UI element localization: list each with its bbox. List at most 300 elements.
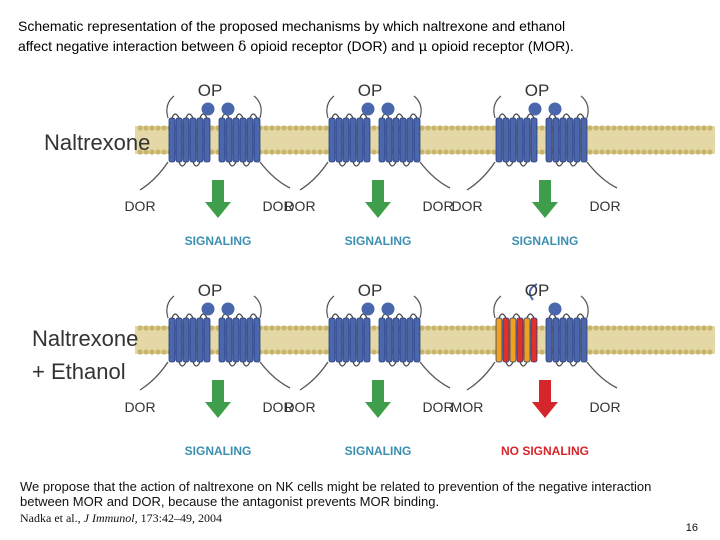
lipid-head <box>671 325 676 330</box>
lipid-head <box>275 325 280 330</box>
lipid-head <box>461 349 466 354</box>
ligand-label: OP <box>197 81 223 100</box>
transmembrane-helix <box>517 318 523 362</box>
lipid-head <box>623 325 628 330</box>
row-label: + Ethanol <box>32 359 126 384</box>
lipid-head <box>443 349 448 354</box>
transmembrane-helix <box>560 118 566 162</box>
lipid-head <box>455 125 460 130</box>
lipid-head <box>629 149 634 154</box>
lipid-head <box>677 349 682 354</box>
lipid-head <box>293 325 298 330</box>
lipid-head <box>311 149 316 154</box>
receptor-tail <box>300 362 328 390</box>
lipid-head <box>635 125 640 130</box>
receptor-label-left: DOR <box>284 198 316 214</box>
lipid-head <box>611 125 616 130</box>
intracellular-loops <box>556 162 577 166</box>
lipid-head <box>317 325 322 330</box>
lipid-head <box>425 125 430 130</box>
transmembrane-helix <box>510 118 516 162</box>
receptor-n-terminus <box>167 96 174 118</box>
lipid-head <box>635 325 640 330</box>
receptor-tail <box>587 162 617 188</box>
lipid-head <box>485 149 490 154</box>
transmembrane-helix <box>169 318 175 362</box>
lipid-head <box>371 149 376 154</box>
lipid-head <box>437 325 442 330</box>
lipid-head <box>473 325 478 330</box>
ligand-label: OP <box>524 281 550 300</box>
lipid-head <box>479 349 484 354</box>
intracellular-loops <box>179 362 200 366</box>
lipid-head <box>467 149 472 154</box>
intracellular-loops <box>506 362 527 366</box>
lipid-head <box>641 125 646 130</box>
lipid-head <box>647 349 652 354</box>
lipid-head <box>479 125 484 130</box>
lipid-head <box>665 149 670 154</box>
opioid-ligand <box>202 303 215 316</box>
page-number: 16 <box>685 522 698 534</box>
lipid-head <box>659 325 664 330</box>
lipid-head <box>323 149 328 154</box>
transmembrane-helix <box>190 318 196 362</box>
receptor-tail <box>467 162 495 190</box>
transmembrane-helix <box>574 318 580 362</box>
lipid-head <box>305 349 310 354</box>
transmembrane-helix <box>393 318 399 362</box>
lipid-head <box>479 149 484 154</box>
ligand-label: OP <box>197 281 223 300</box>
lipid-head <box>425 349 430 354</box>
lipid-head <box>701 325 706 330</box>
receptor-label-right: DOR <box>262 198 294 214</box>
lipid-head <box>647 325 652 330</box>
lipid-head <box>275 349 280 354</box>
opioid-ligand <box>202 103 215 116</box>
receptor-tail <box>467 362 495 390</box>
opioid-ligand <box>362 303 375 316</box>
extracellular-loops <box>332 314 367 318</box>
lipid-head <box>677 325 682 330</box>
lipid-head <box>641 349 646 354</box>
transmembrane-helix <box>350 118 356 162</box>
lipid-head <box>683 349 688 354</box>
transmembrane-helix <box>400 318 406 362</box>
transmembrane-helix <box>517 118 523 162</box>
lipid-head <box>695 349 700 354</box>
transmembrane-helix <box>496 118 502 162</box>
transmembrane-helix <box>254 318 260 362</box>
opioid-ligand <box>222 103 235 116</box>
lipid-head <box>311 325 316 330</box>
transmembrane-helix <box>379 118 385 162</box>
transmembrane-helix <box>386 118 392 162</box>
lipid-head <box>599 325 604 330</box>
lipid-head <box>287 325 292 330</box>
lipid-head <box>689 349 694 354</box>
lipid-head <box>617 325 622 330</box>
lipid-head <box>437 125 442 130</box>
lipid-head <box>587 349 592 354</box>
lipid-head <box>287 125 292 130</box>
row-label: Naltrexone <box>44 130 151 155</box>
lipid-head <box>449 325 454 330</box>
extracellular-loops <box>172 114 207 118</box>
transmembrane-helix <box>343 118 349 162</box>
lipid-head <box>665 325 670 330</box>
lipid-head <box>617 149 622 154</box>
lipid-head <box>431 349 436 354</box>
lipid-head <box>275 125 280 130</box>
title-line-2-part: opioid receptor (MOR). <box>427 38 574 54</box>
transmembrane-helix <box>510 318 516 362</box>
lipid-head <box>455 325 460 330</box>
lipid-head <box>431 125 436 130</box>
green-down-arrow <box>365 380 391 418</box>
opioid-ligand <box>382 103 395 116</box>
transmembrane-helix <box>343 318 349 362</box>
ligand-label: OP <box>357 81 383 100</box>
receptor-n-terminus <box>327 96 334 118</box>
citation-authors: Nadka et al., <box>20 511 81 525</box>
lipid-head <box>605 149 610 154</box>
ligand-label: OP <box>524 81 550 100</box>
intracellular-loops <box>229 362 250 366</box>
lipid-head <box>707 125 712 130</box>
transmembrane-helix <box>581 118 587 162</box>
lipid-head <box>677 125 682 130</box>
transmembrane-helix <box>560 318 566 362</box>
lipid-head <box>299 149 304 154</box>
lipid-head <box>431 149 436 154</box>
lipid-head <box>617 349 622 354</box>
opioid-ligand <box>529 103 542 116</box>
green-down-arrow <box>205 180 231 218</box>
transmembrane-helix <box>393 118 399 162</box>
transmembrane-helix <box>204 318 210 362</box>
transmembrane-helix <box>329 118 335 162</box>
lipid-head <box>587 149 592 154</box>
lipid-head <box>455 149 460 154</box>
lipid-head <box>269 149 274 154</box>
transmembrane-helix <box>400 118 406 162</box>
transmembrane-helix <box>553 118 559 162</box>
lipid-head <box>689 325 694 330</box>
transmembrane-helix <box>233 118 239 162</box>
lipid-head <box>599 125 604 130</box>
receptor-label-right: DOR <box>422 399 454 415</box>
lipid-head <box>143 349 148 354</box>
lipid-head <box>305 149 310 154</box>
lipid-head <box>479 325 484 330</box>
lipid-head <box>155 149 160 154</box>
lipid-head <box>323 125 328 130</box>
green-down-arrow <box>532 180 558 218</box>
transmembrane-helix <box>247 118 253 162</box>
lipid-head <box>707 325 712 330</box>
transmembrane-helix <box>357 318 363 362</box>
lipid-head <box>629 325 634 330</box>
opioid-ligand <box>382 303 395 316</box>
receptor-tail <box>420 162 450 188</box>
transmembrane-helix <box>226 318 232 362</box>
lipid-head <box>461 149 466 154</box>
lipid-head <box>269 125 274 130</box>
lipid-head <box>425 325 430 330</box>
lipid-head <box>623 125 628 130</box>
lipid-head <box>701 349 706 354</box>
lipid-head <box>425 149 430 154</box>
lipid-head <box>161 325 166 330</box>
transmembrane-helix <box>176 318 182 362</box>
receptor-label-left: DOR <box>124 198 156 214</box>
transmembrane-helix <box>183 318 189 362</box>
transmembrane-helix <box>336 318 342 362</box>
transmembrane-helix <box>247 318 253 362</box>
no-signaling-label: NO SIGNALING <box>500 444 590 458</box>
transmembrane-helix <box>553 318 559 362</box>
green-down-arrow <box>365 180 391 218</box>
lipid-head <box>467 125 472 130</box>
extracellular-loops <box>499 314 534 318</box>
lipid-head <box>281 149 286 154</box>
lipid-head <box>635 149 640 154</box>
receptor-tail <box>420 362 450 388</box>
transmembrane-helix <box>254 118 260 162</box>
lipid-head <box>161 125 166 130</box>
lipid-head <box>467 325 472 330</box>
opioid-ligand <box>549 103 562 116</box>
lipid-head <box>263 325 268 330</box>
extracellular-loops <box>332 114 367 118</box>
receptor-label-right: DOR <box>262 399 294 415</box>
title-line-2-part: affect negative interaction between <box>18 38 239 54</box>
lipid-head <box>275 149 280 154</box>
transmembrane-helix <box>350 318 356 362</box>
extracellular-loops <box>172 314 207 318</box>
lipid-head <box>461 325 466 330</box>
title-line-1: Schematic representation of the proposed mechanisms by which naltrexone and ethanol <box>18 18 566 34</box>
lipid-head <box>305 325 310 330</box>
lipid-head <box>623 149 628 154</box>
receptor-label-right: DOR <box>422 198 454 214</box>
signaling-label: SIGNALING <box>184 234 252 248</box>
lipid-head <box>647 125 652 130</box>
lipid-head <box>311 125 316 130</box>
lipid-head <box>665 125 670 130</box>
lipid-head <box>593 325 598 330</box>
signaling-label: SIGNALING <box>344 444 412 458</box>
lipid-head <box>671 149 676 154</box>
title-line-2-part: opioid receptor (DOR) and <box>246 38 419 54</box>
transmembrane-helix <box>197 318 203 362</box>
lipid-head <box>455 349 460 354</box>
delta-symbol: δ <box>238 39 247 55</box>
transmembrane-helix <box>176 118 182 162</box>
lipid-head <box>611 325 616 330</box>
lipid-head <box>323 349 328 354</box>
lipid-head <box>629 125 634 130</box>
lipid-head <box>371 349 376 354</box>
transmembrane-helix <box>496 318 502 362</box>
mu-symbol: μ <box>418 39 428 55</box>
citation-journal: J Immunol, <box>83 511 138 525</box>
transmembrane-helix <box>531 318 537 362</box>
transmembrane-helix <box>574 118 580 162</box>
lipid-head <box>707 149 712 154</box>
lipid-head <box>155 349 160 354</box>
lipid-head <box>629 349 634 354</box>
lipid-head <box>659 149 664 154</box>
lipid-head <box>587 125 592 130</box>
signaling-label: SIGNALING <box>184 444 252 458</box>
lipid-head <box>611 349 616 354</box>
intracellular-loops <box>339 162 360 166</box>
lipid-head <box>659 349 664 354</box>
transmembrane-helix <box>567 118 573 162</box>
lipid-head <box>701 125 706 130</box>
signaling-label: SIGNALING <box>344 234 412 248</box>
receptor-tail <box>300 162 328 190</box>
lipid-head <box>473 149 478 154</box>
green-down-arrow <box>205 380 231 418</box>
transmembrane-helix <box>503 318 509 362</box>
transmembrane-helix <box>190 118 196 162</box>
lipid-head <box>269 325 274 330</box>
transmembrane-helix <box>524 118 530 162</box>
lipid-head <box>683 325 688 330</box>
receptor-n-terminus <box>494 96 501 118</box>
lipid-head <box>263 349 268 354</box>
lipid-head <box>263 125 268 130</box>
lipid-head <box>593 349 598 354</box>
lipid-head <box>653 325 658 330</box>
lipid-head <box>269 349 274 354</box>
lipid-head <box>449 149 454 154</box>
transmembrane-helix <box>226 118 232 162</box>
lipid-head <box>143 325 148 330</box>
lipid-head <box>473 125 478 130</box>
transmembrane-helix <box>546 118 552 162</box>
intracellular-loops <box>179 162 200 166</box>
transmembrane-helix <box>357 118 363 162</box>
transmembrane-helix <box>581 318 587 362</box>
opioid-ligand <box>222 303 235 316</box>
receptor-label-left: MOR <box>450 399 484 415</box>
lipid-head <box>653 125 658 130</box>
receptor-n-terminus <box>167 296 174 318</box>
red-down-arrow <box>532 380 558 418</box>
lipid-head <box>323 325 328 330</box>
intracellular-loops <box>389 362 410 366</box>
intracellular-loops <box>556 362 577 366</box>
lipid-head <box>653 149 658 154</box>
transmembrane-helix <box>329 318 335 362</box>
transmembrane-helix <box>503 118 509 162</box>
lipid-head <box>443 125 448 130</box>
lipid-head <box>263 149 268 154</box>
transmembrane-helix <box>169 118 175 162</box>
lipid-head <box>449 125 454 130</box>
intracellular-loops <box>506 162 527 166</box>
lipid-head <box>311 349 316 354</box>
receptor-tail <box>260 162 290 188</box>
transmembrane-helix <box>197 118 203 162</box>
lipid-head <box>449 349 454 354</box>
lipid-head <box>293 125 298 130</box>
receptor-tail <box>260 362 290 388</box>
transmembrane-helix <box>219 318 225 362</box>
transmembrane-helix <box>364 318 370 362</box>
lipid-head <box>683 149 688 154</box>
receptor-label-right: DOR <box>589 198 621 214</box>
lipid-head <box>287 349 292 354</box>
lipid-head <box>155 125 160 130</box>
lipid-head <box>473 349 478 354</box>
transmembrane-helix <box>364 118 370 162</box>
lipid-head <box>317 349 322 354</box>
lipid-head <box>437 349 442 354</box>
lipid-head <box>707 349 712 354</box>
ligand-label: OP <box>357 281 383 300</box>
transmembrane-helix <box>336 118 342 162</box>
lipid-head <box>593 149 598 154</box>
lipid-head <box>647 149 652 154</box>
lipid-head <box>689 125 694 130</box>
lipid-head <box>299 349 304 354</box>
lipid-head <box>695 325 700 330</box>
lipid-head <box>443 149 448 154</box>
lipid-head <box>587 325 592 330</box>
transmembrane-helix <box>531 118 537 162</box>
lipid-head <box>299 325 304 330</box>
lipid-head <box>317 125 322 130</box>
lipid-head <box>539 149 544 154</box>
lipid-head <box>641 325 646 330</box>
citation-ref: 173:42–49, 2004 <box>140 511 222 525</box>
transmembrane-helix <box>407 118 413 162</box>
signaling-label: SIGNALING <box>511 234 579 248</box>
opioid-ligand <box>549 303 562 316</box>
receptor-tail <box>587 362 617 388</box>
transmembrane-helix <box>524 318 530 362</box>
transmembrane-helix <box>379 318 385 362</box>
lipid-head <box>437 149 442 154</box>
lipid-head <box>287 149 292 154</box>
lipid-head <box>485 325 490 330</box>
citation <box>20 511 222 526</box>
intracellular-loops <box>389 162 410 166</box>
receptor-label-left: DOR <box>451 198 483 214</box>
lipid-head <box>539 349 544 354</box>
intracellular-loops <box>339 362 360 366</box>
lipid-head <box>149 349 154 354</box>
lipid-head <box>617 125 622 130</box>
transmembrane-helix <box>233 318 239 362</box>
lipid-head <box>467 349 472 354</box>
lipid-head <box>281 349 286 354</box>
lipid-head <box>539 125 544 130</box>
lipid-head <box>623 349 628 354</box>
lipid-head <box>161 149 166 154</box>
lipid-head <box>161 349 166 354</box>
lipid-head <box>485 125 490 130</box>
row-label: Naltrexone <box>32 326 139 351</box>
lipid-head <box>659 125 664 130</box>
lipid-head <box>683 125 688 130</box>
